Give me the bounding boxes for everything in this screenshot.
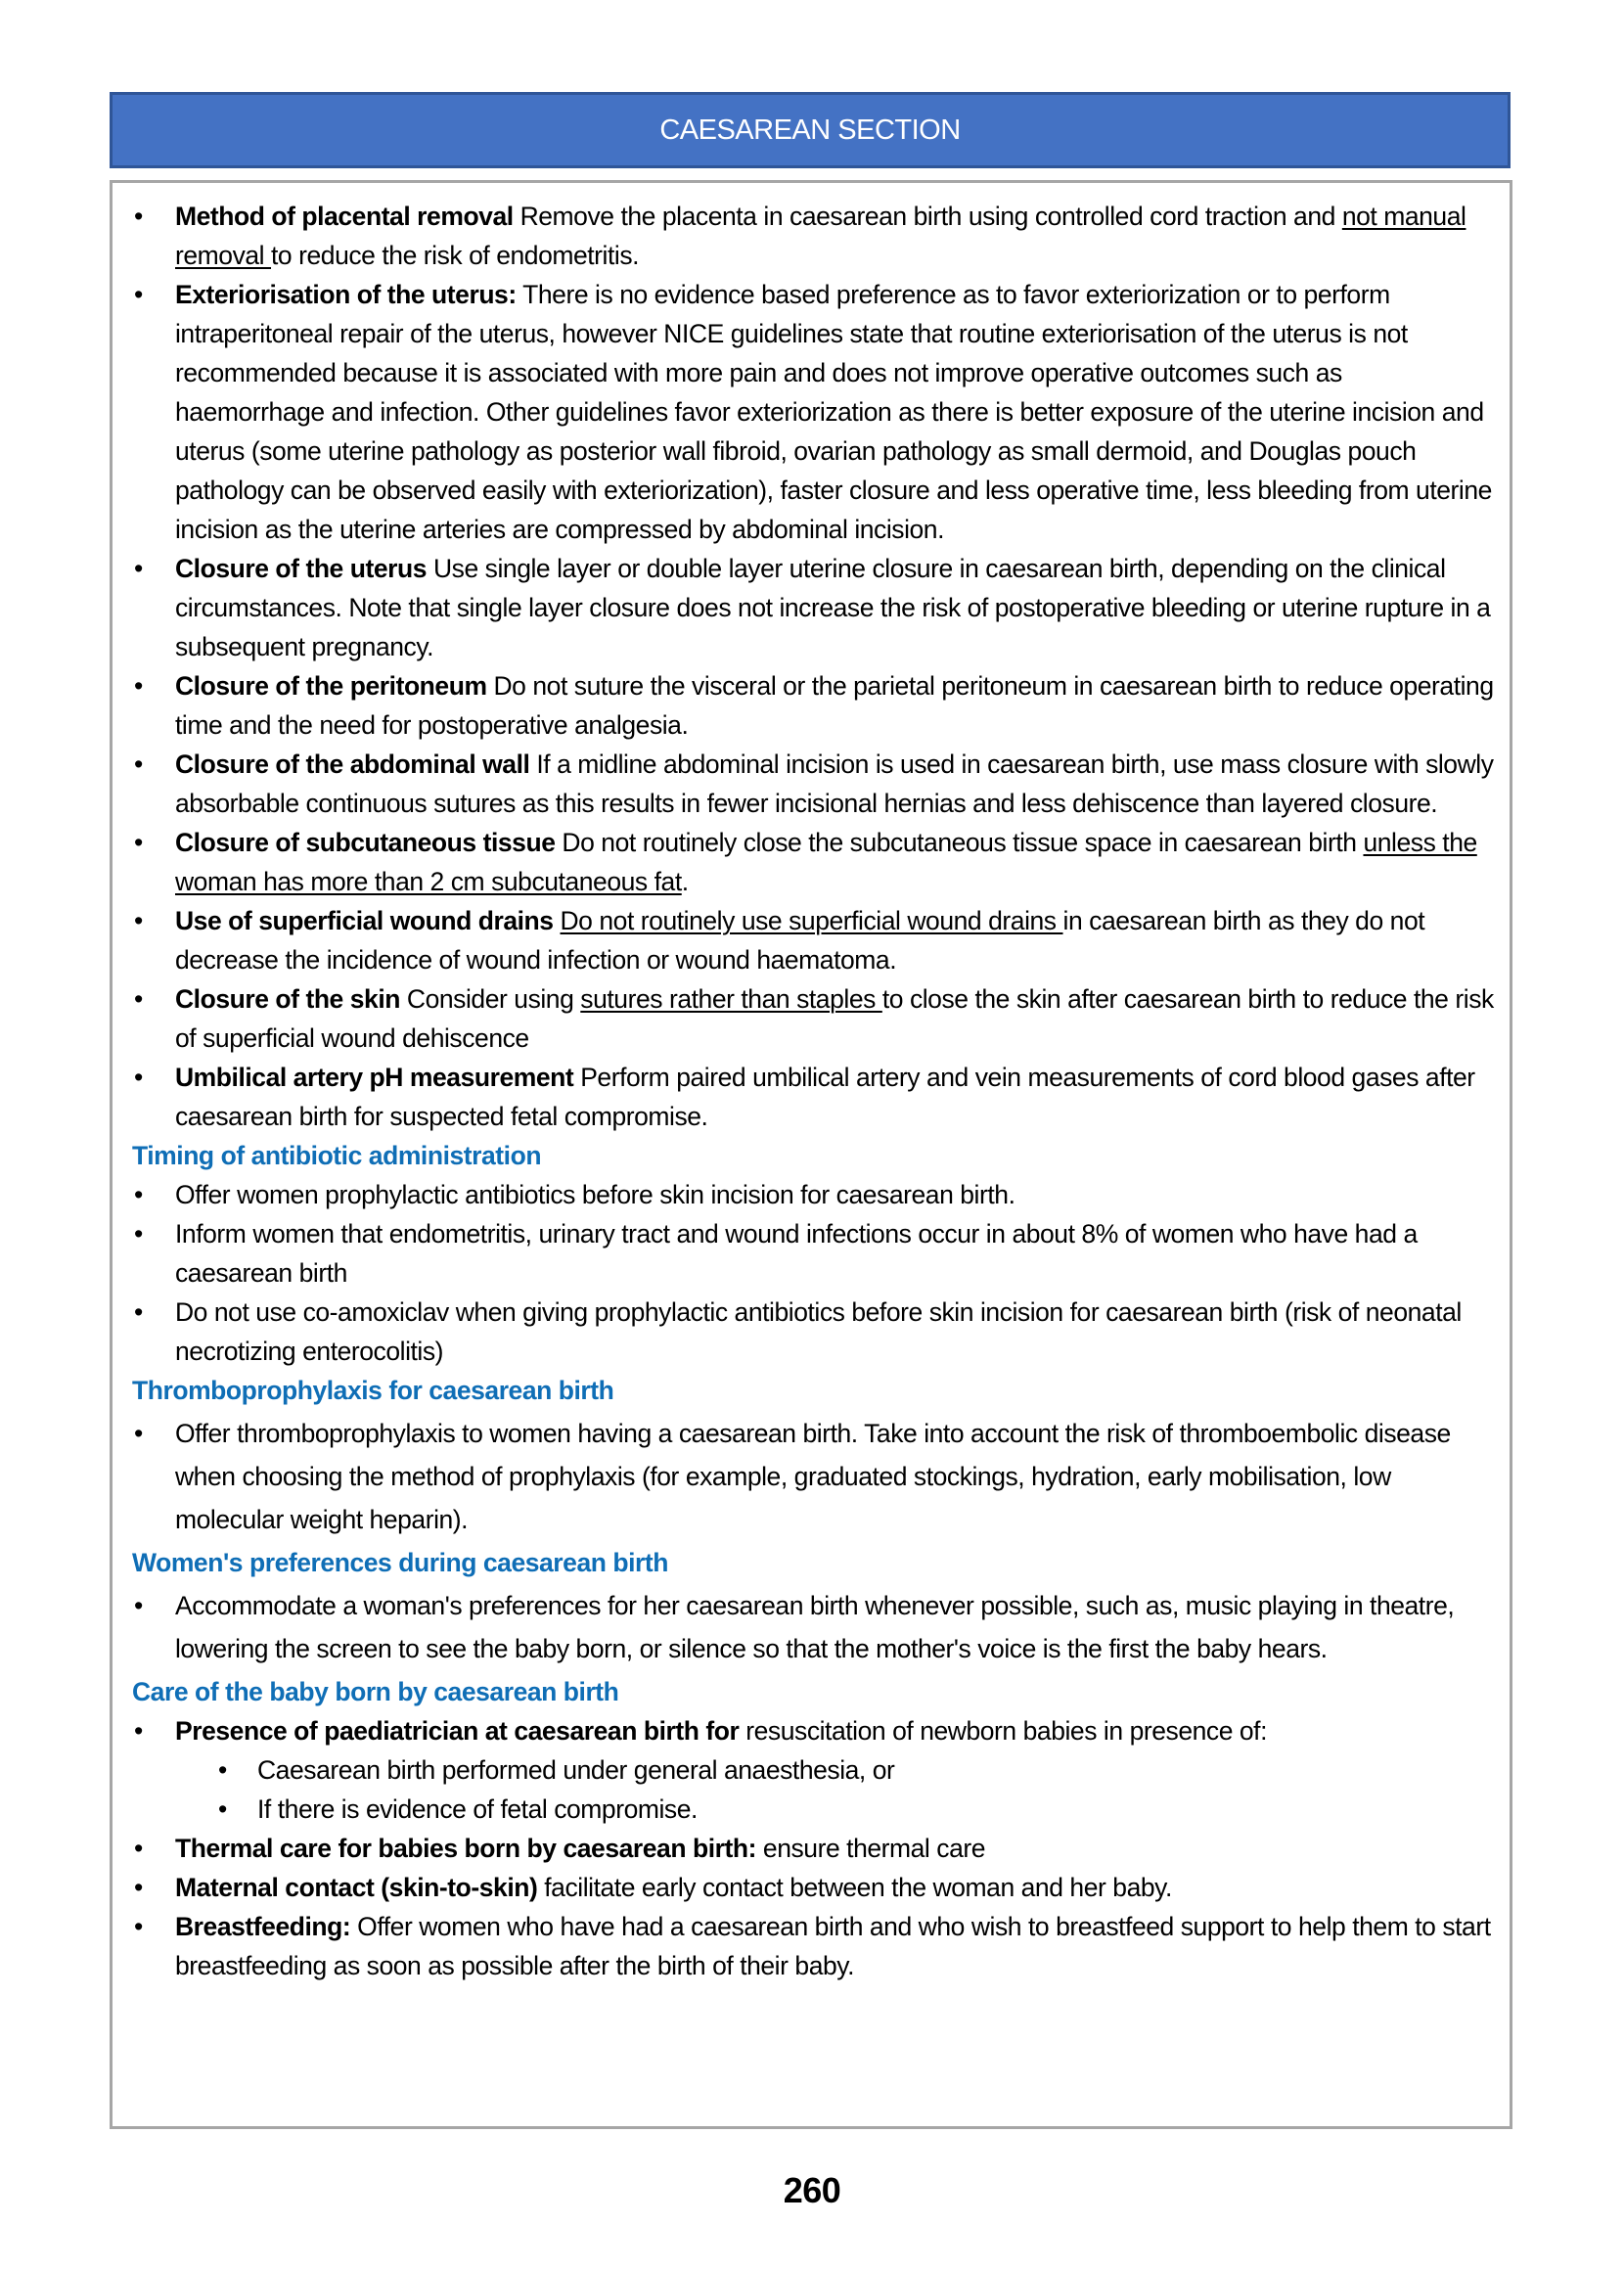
list-item: • Offer women prophylactic antibiotics before skin incision for caesarean birth. (132, 1175, 1498, 1214)
list-item-placental-removal: • Method of placental removal Remove the placenta in caesarean birth using controlled cord traction and not manual removal to reduce the risk of endometritis. (132, 197, 1498, 275)
list-item-paediatrician: • Presence of paediatrician at caesarean birth for resuscitation of newborn babies in presence of: (132, 1711, 1498, 1750)
list-item-thermal-care: • Thermal care for babies born by caesarean birth: ensure thermal care (132, 1829, 1498, 1868)
sub-list-item: • Caesarean birth performed under general anaesthesia, or (132, 1750, 1498, 1790)
antibiotics-list (132, 1175, 1498, 1371)
list-item-exteriorisation: • Exteriorisation of the uterus: There is no evidence based preference as to favor exteriorization or to perform intraperitoneal repair of the uterus, however NICE guidelines state that routine exteriorisation of the uterus is not recommended because it is associated with more pain and does not improve operative outcomes such as haemorrhage and infection. Other guidelines favor exteriorization as there is better exposure of the uterine incision and uterus (some uterine pathology as posterior wall fibroid, ovarian pathology as small dermoid, and Douglas pouch pathology can be observed easily with exteriorization), faster closure and less operative time, less bleeding from uterine incision as the uterine arteries are compressed by abdominal incision. (132, 275, 1498, 549)
preferences-list (132, 1584, 1498, 1670)
list-item-breastfeeding: • Breastfeeding: Offer women who have had a caesarean birth and who wish to breastfeed support to help them to start breastfeeding as soon as possible after the birth of their baby. (132, 1907, 1498, 1985)
section-heading-thromboprophylaxis: Thromboprophylaxis for caesarean birth (132, 1376, 614, 1405)
thromboprophylaxis-list (132, 1412, 1498, 1541)
list-item-closure-uterus: • Closure of the uterus Use single layer or double layer uterine closure in caesarean birth, depending on the clinical circumstances. Note that single layer closure does not increase the risk of postoperative bleeding or uterine rupture in a subsequent pregnancy. (132, 549, 1498, 666)
list-item-closure-skin: • Closure of the skin Consider using sutures rather than staples to close the skin after caesarean birth to reduce the risk of superficial wound dehiscence (132, 979, 1498, 1058)
list-item-closure-subcutaneous: • Closure of subcutaneous tissue Do not routinely close the subcutaneous tissue space in caesarean birth unless the woman has more than 2 cm subcutaneous fat. (132, 823, 1498, 901)
section-header-banner (110, 92, 1511, 168)
baby-care-list (132, 1711, 1498, 1985)
list-item-maternal-contact: • Maternal contact (skin-to-skin) facilitate early contact between the woman and her baby. (132, 1868, 1498, 1907)
list-item-umbilical-ph: • Umbilical artery pH measurement Perform paired umbilical artery and vein measurements of cord blood gases after caesarean birth for suspected fetal compromise. (132, 1058, 1498, 1136)
section-heading-preferences: Women's preferences during caesarean birth (132, 1548, 669, 1577)
list-item-closure-abdominal-wall: • Closure of the abdominal wall If a midline abdominal incision is used in caesarean birth, use mass closure with slowly absorbable continuous sutures as this results in fewer incisional hernias and less dehiscence than layered closure. (132, 745, 1498, 823)
section-heading-baby-care: Care of the baby born by caesarean birth (132, 1677, 619, 1706)
intro-list (132, 197, 1498, 1136)
list-item-closure-peritoneum: • Closure of the peritoneum Do not suture the visceral or the parietal peritoneum in caesarean birth to reduce operating time and the need for postoperative analgesia. (132, 666, 1498, 745)
page-title: CAESAREAN SECTION (659, 114, 961, 146)
list-item: • Inform women that endometritis, urinary tract and wound infections occur in about 8% of women who have had a caesarean birth (132, 1214, 1498, 1293)
section-heading-antibiotics: Timing of antibiotic administration (132, 1141, 542, 1170)
content-box (110, 180, 1512, 2129)
sub-list-item: • If there is evidence of fetal compromise. (132, 1790, 1498, 1829)
list-item: • Offer thromboprophylaxis to women having a caesarean birth. Take into account the risk of thromboembolic disease when choosing the method of prophylaxis (for example, graduated stockings, hydration, early mobilisation, low molecular weight heparin). (132, 1412, 1498, 1541)
list-item-wound-drains: • Use of superficial wound drains Do not routinely use superficial wound drains in caesarean birth as they do not decrease the incidence of wound infection or wound haematoma. (132, 901, 1498, 979)
list-item: • Accommodate a woman's preferences for her caesarean birth whenever possible, such as, music playing in theatre, lowering the screen to see the baby born, or silence so that the mother's voice is the first the baby hears. (132, 1584, 1498, 1670)
content-body (132, 197, 1498, 1985)
list-item: • Do not use co-amoxiclav when giving prophylactic antibiotics before skin incision for caesarean birth (risk of neonatal necrotizing enterocolitis) (132, 1293, 1498, 1371)
page-number: 260 (783, 2170, 841, 2210)
